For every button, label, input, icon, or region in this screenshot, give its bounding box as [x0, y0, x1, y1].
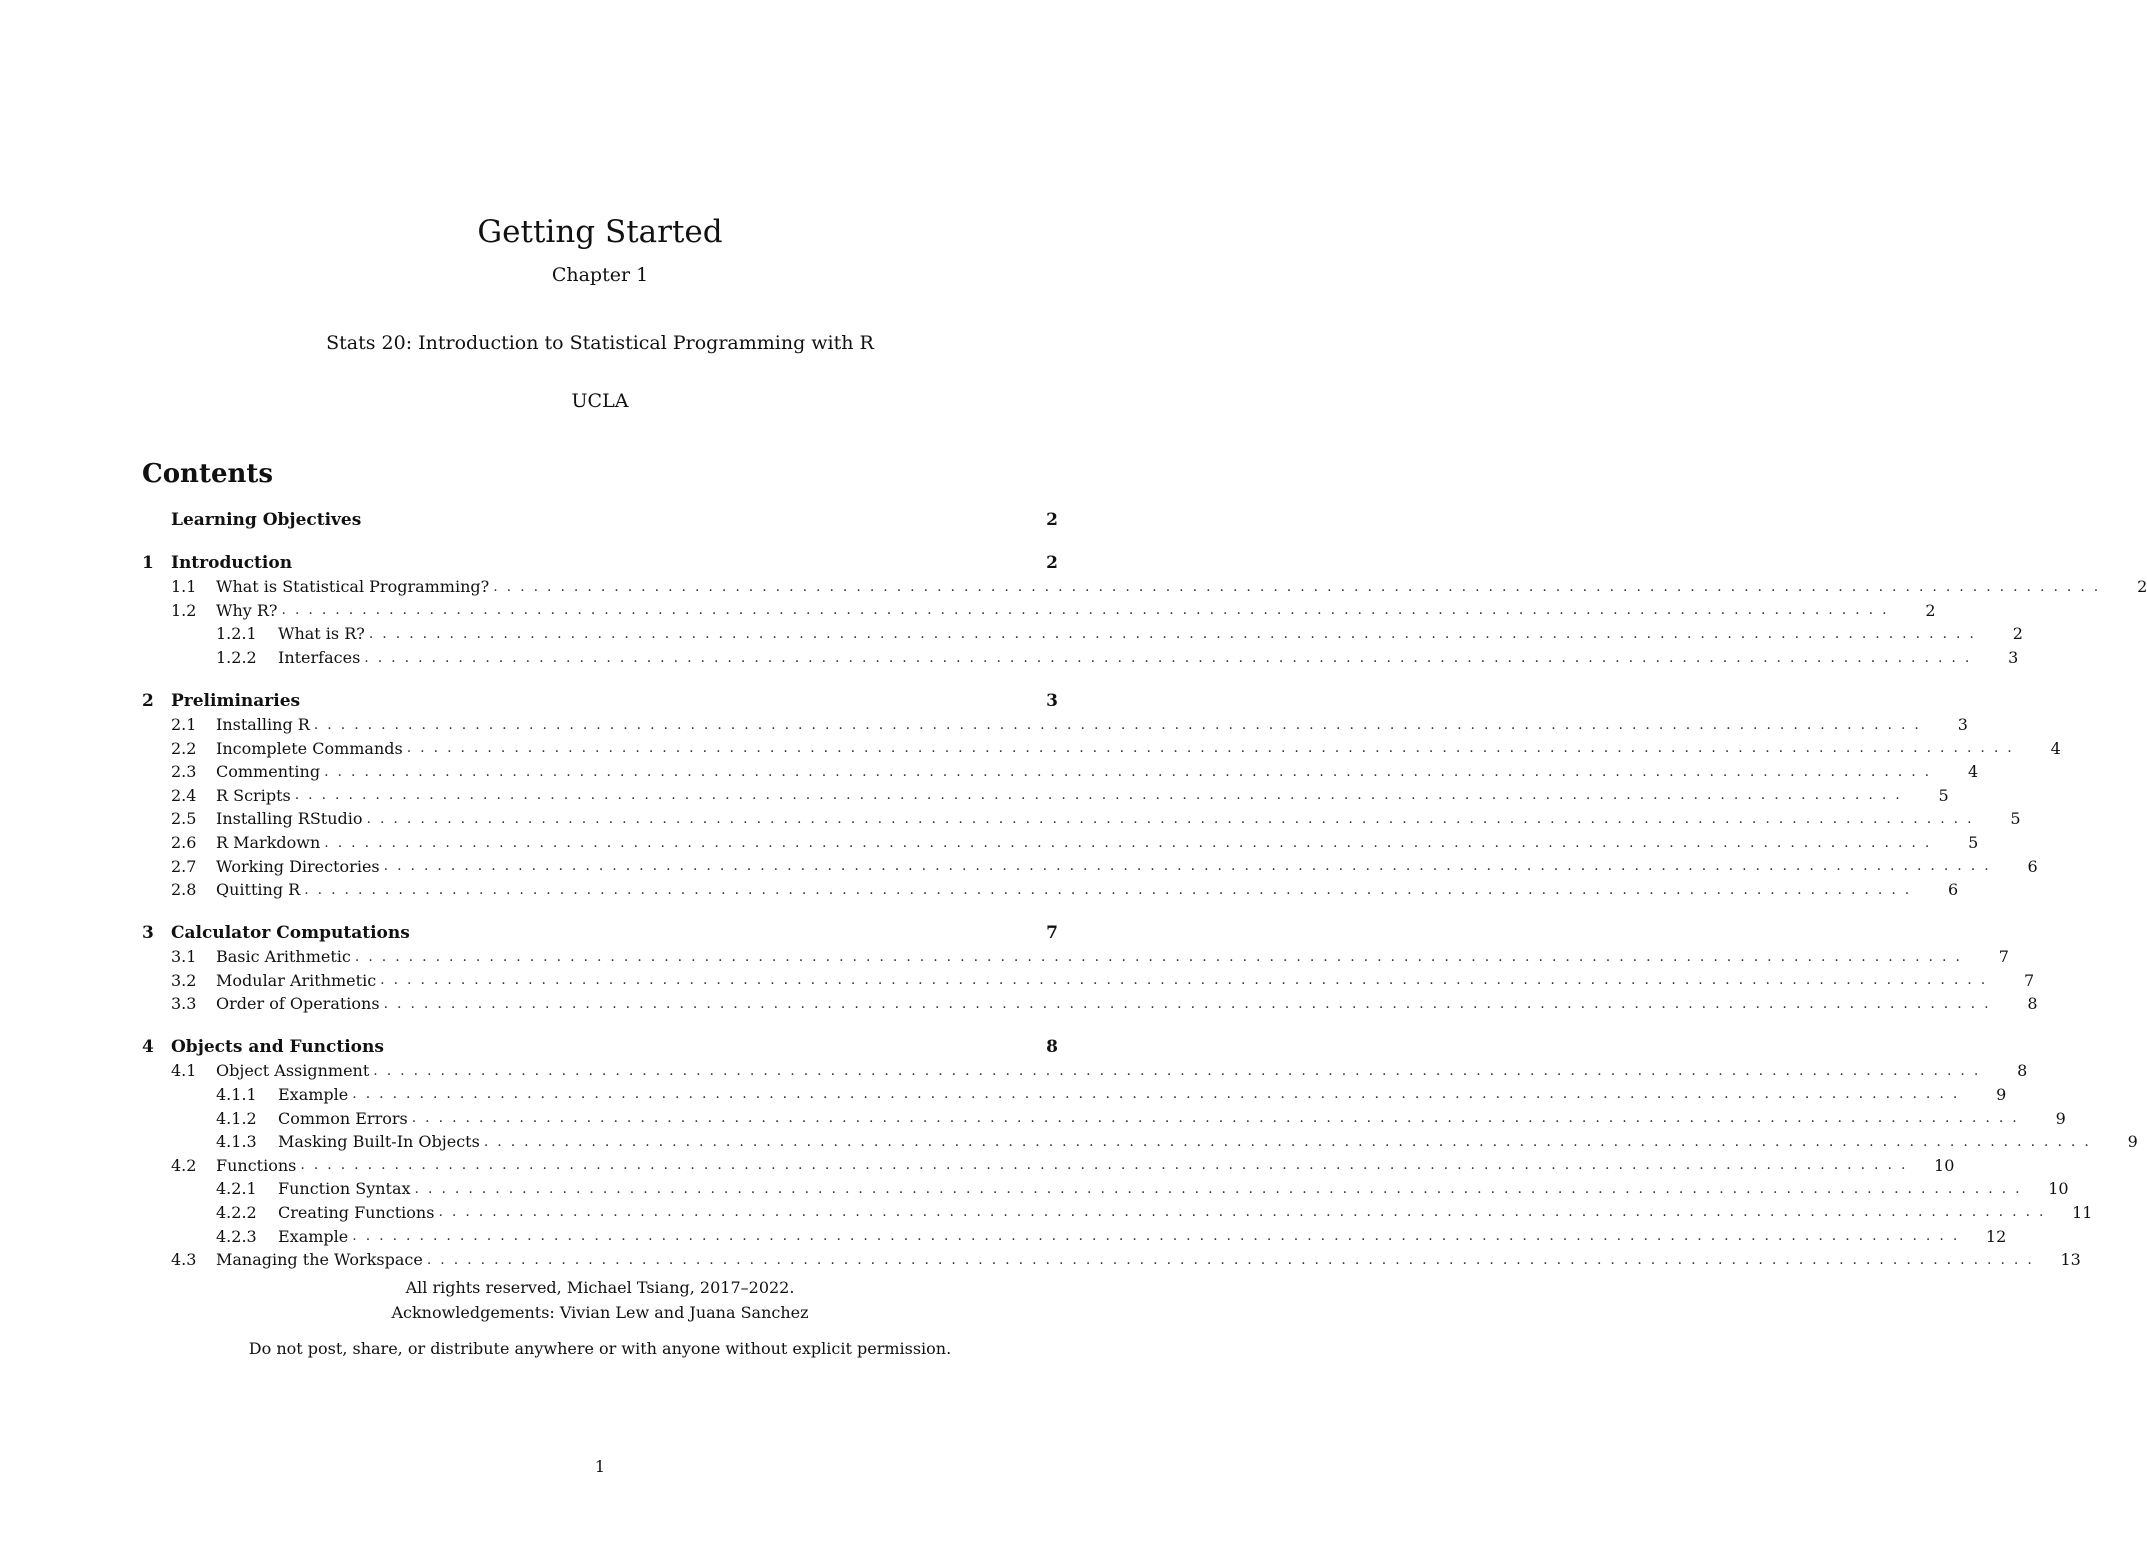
toc-entry-number: 1.2 [171, 600, 197, 620]
toc-entry-page: 2 [2012, 624, 2023, 644]
toc-entry[interactable] [142, 807, 2021, 831]
toc-entry-number: 4.2.2 [216, 1202, 257, 1222]
toc-entry-number: 2.8 [171, 880, 197, 900]
toc-entry-page: 12 [1985, 1226, 2007, 1246]
toc-entry-number: 4.1.3 [216, 1132, 257, 1152]
toc-entry[interactable] [142, 1083, 2007, 1107]
toc-dot-leader: ........................................................................................................................ [281, 602, 1896, 619]
toc-entry-label: Installing RStudio [216, 809, 367, 828]
toc-entry-label: Commenting [216, 762, 324, 781]
toc-entry-label: Masking Built-In Objects [278, 1132, 484, 1151]
toc-entry-number: 3.1 [171, 947, 197, 967]
toc-dot-leader: ........................................................................................................................ [294, 787, 1909, 804]
toc-entry-label: Preliminaries [171, 691, 304, 711]
toc-entry[interactable] [142, 646, 2019, 670]
toc-entry-label: Example [278, 1227, 352, 1246]
toc-dot-leader: ........................................................................................................................ [411, 1110, 2026, 1127]
toc-dot-leader: ........................................................................................................................ [324, 834, 1939, 851]
course-name: Stats 20: Introduction to Statistical Programming with R [326, 332, 874, 354]
toc-entry-page: 4 [2050, 738, 2061, 758]
toc-entry-number: 1.2.1 [216, 624, 257, 644]
toc-entry[interactable] [142, 713, 1968, 737]
toc-dot-leader: ........................................................................................................................ [352, 1228, 1967, 1245]
toc-entry-number: 2.4 [171, 785, 197, 805]
toc-entry-page: 2 [1046, 553, 1058, 574]
toc-entry-number: 4.2.1 [216, 1179, 257, 1199]
toc-entry-page: 10 [1934, 1155, 1955, 1175]
toc-entry-label: Quitting R [216, 880, 304, 899]
toc-entry-page: 9 [2127, 1132, 2138, 1152]
toc-entry-label: What is Statistical Programming? [216, 577, 493, 596]
toc-entry[interactable] [142, 1106, 2066, 1130]
toc-entry-number: 4.2.3 [216, 1226, 257, 1246]
toc-entry-label: Managing the Workspace [216, 1250, 427, 1269]
toc-entry[interactable] [142, 1224, 2007, 1248]
toc-entry-label: Objects and Functions [171, 1037, 388, 1057]
toc-entry-label: R Scripts [216, 786, 295, 805]
toc-entry-number: 2.7 [171, 856, 197, 876]
toc-entry-page: 9 [2055, 1108, 2066, 1128]
toc-entry-page: 5 [2010, 809, 2021, 829]
toc-entry[interactable] [142, 508, 1058, 532]
toc-dot-leader: ........................................................................................................................ [300, 1157, 1915, 1174]
toc-entry-number: 1.1 [171, 577, 197, 597]
toc-dot-leader: ........................................................................................................................ [483, 1133, 2098, 1150]
toc-entry[interactable] [142, 921, 1058, 945]
toc-entry-label: Incomplete Commands [216, 739, 407, 758]
toc-entry-number: 4 [142, 1037, 154, 1058]
toc-dot-leader: ........................................................................................................................ [383, 995, 1998, 1012]
toc-entry-label: Modular Arithmetic [216, 971, 380, 990]
toc-entry-number: 2.1 [171, 715, 197, 735]
toc-entry[interactable] [142, 599, 1936, 623]
toc-entry-page: 13 [2060, 1250, 2081, 1270]
toc-entry-number: 3.3 [171, 994, 197, 1014]
toc-entry[interactable] [142, 831, 1979, 855]
table-of-contents [142, 508, 2147, 1271]
institution-name: UCLA [571, 390, 629, 412]
toc-entry-number: 2.6 [171, 833, 197, 853]
toc-entry-page: 7 [1998, 947, 2009, 967]
toc-entry-label: Introduction [171, 553, 296, 573]
contents-heading: Contents [142, 459, 274, 489]
toc-entry[interactable] [142, 1201, 2093, 1225]
toc-dot-leader: ........................................................................................................................ [414, 1180, 2029, 1197]
toc-entry[interactable] [142, 784, 1949, 808]
toc-entry-number: 4.1 [171, 1061, 197, 1081]
page-number: 1 [594, 1457, 606, 1476]
toc-entry[interactable] [142, 736, 2061, 760]
toc-dot-leader: ........................................................................................................................ [438, 1204, 2053, 1221]
document-title: Getting Started [477, 214, 723, 250]
toc-entry-label: R Markdown [216, 833, 324, 852]
toc-entry-page: 3 [2008, 648, 2019, 668]
toc-dot-leader: ........................................................................................................................ [426, 1251, 2041, 1268]
toc-entry[interactable] [142, 1035, 1058, 1059]
distribution-notice: Do not post, share, or distribute anywhere or with anyone without explicit permission. [248, 1339, 952, 1358]
toc-entry-page: 6 [1948, 880, 1959, 900]
toc-entry-number: 3.2 [171, 970, 197, 990]
toc-entry-number: 2.5 [171, 809, 197, 829]
copyright-notice: All rights reserved, Michael Tsiang, 2017–2022. [405, 1278, 795, 1297]
toc-dot-leader: ........................................................................................................................ [366, 810, 1981, 827]
toc-dot-leader: ........................................................................................................................ [352, 1086, 1967, 1103]
toc-entry-label: What is R? [278, 624, 369, 643]
toc-entry-number: 4.3 [171, 1250, 197, 1270]
toc-dot-leader: ........................................................................................................................ [324, 763, 1939, 780]
toc-entry-number: 4.2 [171, 1155, 197, 1175]
toc-entry-label: Function Syntax [278, 1179, 415, 1198]
toc-entry-number: 4.1.1 [216, 1084, 257, 1104]
toc-entry-page: 8 [2017, 1061, 2028, 1081]
toc-entry-label: Learning Objectives [171, 510, 365, 530]
toc-entry-page: 3 [1046, 690, 1058, 711]
toc-dot-leader: ........................................................................................................................ [383, 858, 1998, 875]
toc-entry-page: 8 [1046, 1037, 1058, 1058]
toc-entry-number: 4.1.2 [216, 1108, 257, 1128]
toc-dot-leader: ........................................................................................................................ [364, 649, 1979, 666]
toc-entry-label: Working Directories [216, 857, 384, 876]
toc-dot-leader: ........................................................................................................................ [313, 716, 1928, 733]
toc-entry-number: 2.3 [171, 762, 197, 782]
toc-entry[interactable] [142, 878, 1959, 902]
toc-entry-page: 2 [1046, 509, 1058, 530]
toc-entry-page: 2 [1925, 600, 1936, 620]
toc-entry-label: Why R? [216, 601, 282, 620]
toc-entry-label: Functions [216, 1156, 300, 1175]
toc-dot-leader: ........................................................................................................................ [373, 1062, 1988, 1079]
toc-dot-leader: ........................................................................................................................ [406, 740, 2021, 757]
toc-entry[interactable] [142, 1059, 2028, 1083]
toc-entry-label: Example [278, 1085, 352, 1104]
toc-entry-page: 4 [1967, 762, 1979, 782]
toc-entry[interactable] [142, 689, 1058, 713]
toc-entry-number: 2 [142, 690, 154, 711]
chapter-label: Chapter 1 [551, 264, 649, 286]
toc-entry-label: Common Errors [278, 1109, 412, 1128]
toc-entry-number: 1.2.2 [216, 648, 257, 668]
toc-dot-leader: ........................................................................................................................ [354, 948, 1969, 965]
toc-entry-label: Creating Functions [278, 1203, 438, 1222]
toc-entry-page: 9 [1996, 1084, 2007, 1104]
acknowledgements: Acknowledgements: Vivian Lew and Juana Sanchez [391, 1303, 809, 1322]
toc-dot-leader: ........................................................................................................................ [368, 625, 1983, 642]
toc-entry-number: 2.2 [171, 738, 197, 758]
toc-entry-label: Calculator Computations [171, 923, 414, 943]
toc-entry-label: Object Assignment [216, 1061, 373, 1080]
toc-entry-label: Installing R [216, 715, 314, 734]
toc-entry-page: 3 [1957, 715, 1968, 735]
toc-entry[interactable] [142, 945, 2009, 969]
toc-entry-number: 3 [142, 923, 154, 944]
toc-entry-page: 7 [1046, 923, 1058, 944]
toc-entry-label: Interfaces [278, 648, 364, 667]
toc-entry[interactable] [142, 992, 2038, 1016]
toc-entry-number: 1 [142, 553, 154, 574]
toc-entry[interactable] [142, 760, 1979, 784]
toc-entry-page: 11 [2072, 1202, 2093, 1222]
toc-entry-page: 7 [2024, 970, 2035, 990]
toc-entry[interactable] [142, 551, 1058, 575]
toc-dot-leader: ........................................................................................................................ [304, 881, 1919, 898]
toc-entry[interactable] [142, 1177, 2069, 1201]
toc-entry-page: 5 [1968, 833, 1979, 853]
toc-entry-label: Order of Operations [216, 994, 384, 1013]
toc-entry[interactable] [142, 968, 2035, 992]
toc-dot-leader: ........................................................................................................................ [380, 972, 1995, 989]
toc-entry[interactable] [142, 575, 2147, 599]
toc-entry-page: 8 [2027, 994, 2038, 1014]
toc-entry-page: 6 [2027, 856, 2038, 876]
toc-entry[interactable] [142, 1248, 2081, 1272]
toc-entry[interactable] [142, 854, 2038, 878]
toc-entry[interactable] [142, 1130, 2138, 1154]
toc-entry[interactable] [142, 1153, 1955, 1177]
toc-entry[interactable] [142, 622, 2023, 646]
toc-entry-page: 10 [2048, 1179, 2069, 1199]
toc-entry-page: 5 [1938, 785, 1949, 805]
toc-entry-label: Basic Arithmetic [216, 947, 355, 966]
toc-entry-page: 2 [2137, 577, 2147, 597]
toc-dot-leader: ........................................................................................................................ [493, 578, 2108, 595]
